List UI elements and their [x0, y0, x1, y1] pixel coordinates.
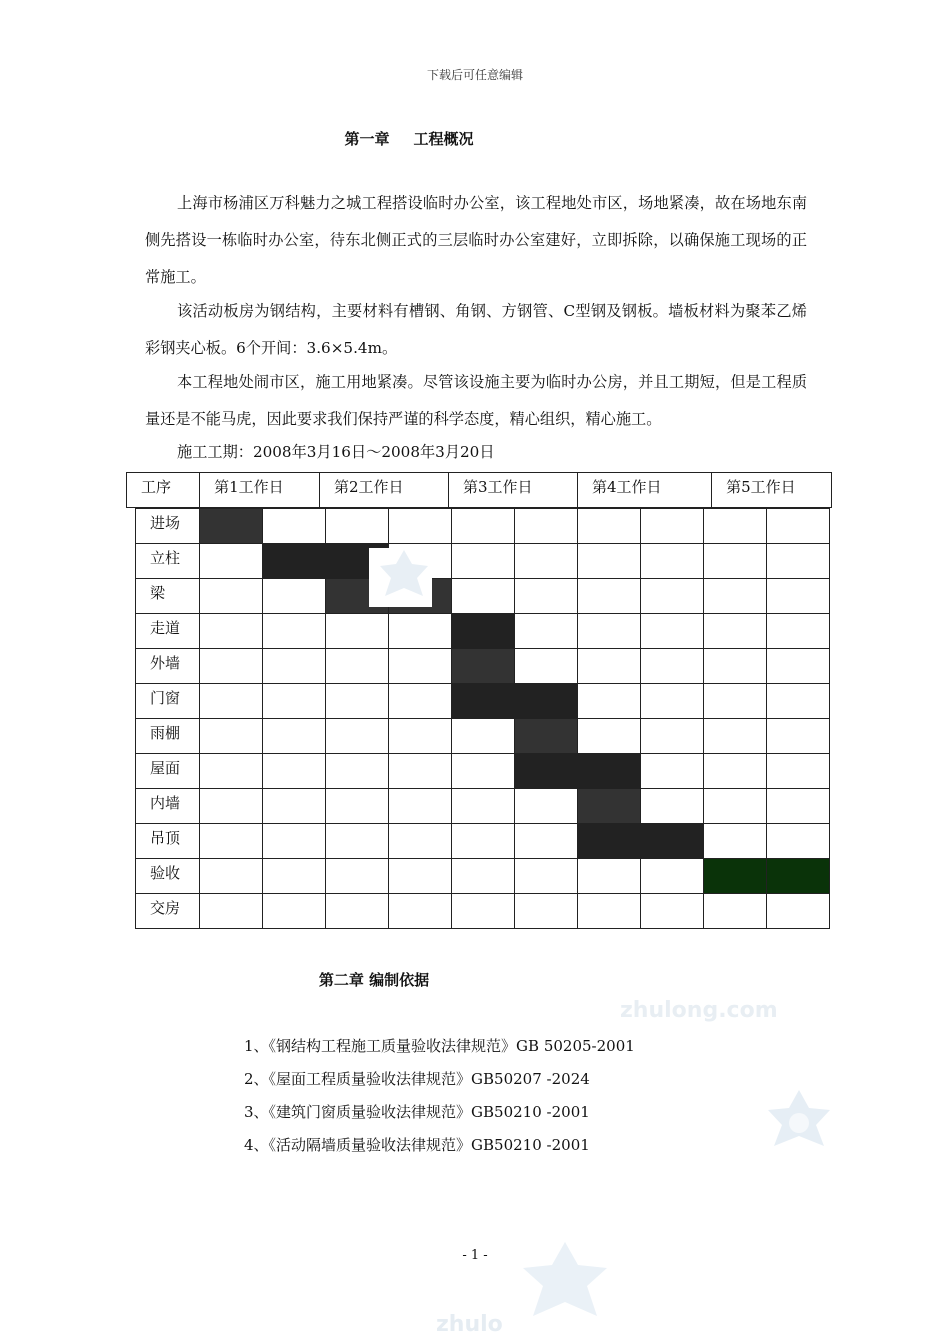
snowflake-watermark-icon	[515, 1240, 615, 1320]
schedule-row-label: 门窗	[136, 684, 200, 719]
schedule-cell	[452, 719, 515, 754]
schedule-bar	[515, 719, 578, 754]
chapter-1-number: 第一章	[344, 130, 390, 148]
reference-list	[244, 1030, 635, 1162]
schedule-cell	[452, 509, 515, 544]
schedule-cell	[641, 719, 704, 754]
schedule-row	[136, 719, 830, 754]
schedule-row	[136, 894, 830, 929]
schedule-cell	[704, 719, 767, 754]
chapter-2-title	[0, 969, 849, 990]
schedule-cell	[704, 509, 767, 544]
chapter-1-name: 工程概况	[413, 130, 474, 148]
paragraph-quality: 本工程地处闹市区，施工用地紧凑。尽管该设施主要为临时办公房，并且工期短，但是工程质量还是不能马虎，因此要求我们保持严谨的科学态度，精心组织，精心施工。	[145, 373, 807, 428]
schedule-cell	[767, 649, 830, 684]
schedule-cell	[578, 894, 641, 929]
schedule-cell	[326, 509, 389, 544]
schedule-cell	[389, 894, 452, 929]
schedule-row-label: 梁	[136, 579, 200, 614]
reference-item: 2、《屋面工程质量验收法律规范》GB50207 -2024	[244, 1070, 590, 1088]
schedule-cell	[515, 789, 578, 824]
schedule-cell	[704, 684, 767, 719]
schedule-cell	[704, 649, 767, 684]
schedule-cell	[704, 894, 767, 929]
schedule-cell	[704, 579, 767, 614]
schedule-cell	[452, 579, 515, 614]
schedule-cell	[641, 754, 704, 789]
schedule-cell	[326, 614, 389, 649]
schedule-grid	[135, 508, 830, 929]
schedule-bar	[578, 754, 641, 789]
schedule-cell	[389, 649, 452, 684]
schedule-cell	[200, 789, 263, 824]
schedule-cell	[263, 649, 326, 684]
schedule-cell	[767, 894, 830, 929]
schedule-cell	[200, 824, 263, 859]
schedule-cell	[389, 684, 452, 719]
schedule-bar	[578, 789, 641, 824]
schedule-cell	[578, 544, 641, 579]
schedule-cell	[326, 789, 389, 824]
schedule-cell	[263, 509, 326, 544]
schedule-cell	[578, 649, 641, 684]
snowflake-watermark-icon	[374, 546, 434, 606]
schedule-cell	[263, 719, 326, 754]
schedule-bar	[578, 824, 641, 859]
schedule-cell	[200, 859, 263, 894]
schedule-cell	[641, 789, 704, 824]
schedule-cell	[767, 544, 830, 579]
schedule-row-label: 走道	[136, 614, 200, 649]
schedule-cell	[641, 894, 704, 929]
schedule-cell	[452, 789, 515, 824]
chapter-1-title	[0, 128, 884, 149]
schedule-cell	[515, 509, 578, 544]
schedule-row	[136, 824, 830, 859]
schedule-cell	[263, 824, 326, 859]
watermark-text: zhulo	[436, 1312, 503, 1337]
schedule-row	[136, 649, 830, 684]
schedule-cell	[515, 579, 578, 614]
schedule-cell	[326, 894, 389, 929]
schedule-cell	[389, 859, 452, 894]
schedule-cell	[263, 859, 326, 894]
reference-item: 4、《活动隔墙质量验收法律规范》GB50210 -2001	[244, 1136, 590, 1154]
schedule-cell	[452, 824, 515, 859]
paragraph-structure: 该活动板房为钢结构，主要材料有槽钢、角钢、方钢管、C型钢及钢板。墙板材料为聚苯乙烯彩钢夹心板。6个开间：3.6×5.4m。	[145, 302, 807, 357]
schedule-cell	[200, 684, 263, 719]
schedule-cell	[200, 579, 263, 614]
schedule-cell	[389, 754, 452, 789]
chapter-2-name: 编制依据	[369, 971, 430, 989]
schedule-row	[136, 614, 830, 649]
schedule-cell	[263, 579, 326, 614]
schedule-cell	[263, 894, 326, 929]
header-cell-day3: 第3工作日	[449, 473, 578, 508]
schedule-cell	[578, 859, 641, 894]
schedule-row-label: 交房	[136, 894, 200, 929]
schedule-cell	[515, 614, 578, 649]
schedule-cell	[641, 509, 704, 544]
schedule-row-label: 雨棚	[136, 719, 200, 754]
schedule-row	[136, 684, 830, 719]
schedule-cell	[515, 824, 578, 859]
schedule-row-label: 屋面	[136, 754, 200, 789]
schedule-cell	[515, 649, 578, 684]
schedule-cell	[641, 614, 704, 649]
schedule-cell	[767, 789, 830, 824]
schedule-cell	[767, 754, 830, 789]
header-cell-day2: 第2工作日	[320, 473, 449, 508]
schedule-cell	[326, 684, 389, 719]
schedule-cell	[263, 789, 326, 824]
schedule-cell	[389, 614, 452, 649]
header-cell-process: 工序	[127, 473, 200, 508]
page-number: - 1 -	[462, 1248, 488, 1263]
schedule-cell	[767, 719, 830, 754]
schedule-cell	[200, 894, 263, 929]
schedule-bar	[452, 649, 515, 684]
schedule-cell	[578, 684, 641, 719]
schedule-cell	[200, 754, 263, 789]
header-cell-day1: 第1工作日	[200, 473, 320, 508]
schedule-bar	[263, 544, 326, 579]
header-note: 下载后可任意编辑	[426, 68, 523, 82]
schedule-bar	[452, 614, 515, 649]
schedule-row-label: 内墙	[136, 789, 200, 824]
schedule-cell	[515, 544, 578, 579]
schedule-bar	[200, 509, 263, 544]
schedule-cell	[200, 544, 263, 579]
watermark-text: zhulong.com	[620, 998, 778, 1023]
schedule-row	[136, 859, 830, 894]
header-cell-day5: 第5工作日	[712, 473, 832, 508]
schedule-cell	[641, 544, 704, 579]
schedule-cell	[326, 719, 389, 754]
schedule-bar	[767, 859, 830, 894]
schedule-cell	[452, 754, 515, 789]
paragraph-duration: 施工工期：2008年3月16日～2008年3月20日	[177, 443, 495, 461]
schedule-cell	[578, 579, 641, 614]
schedule-cell	[704, 614, 767, 649]
schedule-row-label: 立柱	[136, 544, 200, 579]
schedule-cell	[515, 894, 578, 929]
schedule-cell	[263, 684, 326, 719]
schedule-row-label: 外墙	[136, 649, 200, 684]
schedule-cell	[578, 614, 641, 649]
schedule-bar	[641, 824, 704, 859]
schedule-cell	[263, 754, 326, 789]
schedule-cell	[767, 614, 830, 649]
schedule-row	[136, 544, 830, 579]
schedule-cell	[578, 719, 641, 754]
schedule-row-label: 进场	[136, 509, 200, 544]
schedule-cell	[452, 859, 515, 894]
schedule-header	[126, 472, 832, 508]
schedule-cell	[704, 544, 767, 579]
schedule-row-label: 吊顶	[136, 824, 200, 859]
schedule-cell	[452, 894, 515, 929]
schedule-cell	[326, 754, 389, 789]
schedule-cell	[641, 859, 704, 894]
schedule-cell	[767, 684, 830, 719]
schedule-bar	[515, 684, 578, 719]
schedule-cell	[263, 614, 326, 649]
schedule-cell	[641, 649, 704, 684]
schedule-cell	[452, 544, 515, 579]
schedule-cell	[326, 824, 389, 859]
schedule-cell	[200, 649, 263, 684]
schedule-cell	[704, 824, 767, 859]
paragraph-overview: 上海市杨浦区万科魅力之城工程搭设临时办公室，该工程地处市区，场地紧凑，故在场地东南侧先搭设一栋临时办公室，待东北侧正式的三层临时办公室建好，立即拆除，以确保施工现场的正常施工。	[145, 194, 807, 286]
reference-item: 3、《建筑门窗质量验收法律规范》GB50210 -2001	[244, 1103, 590, 1121]
schedule-cell	[767, 509, 830, 544]
schedule-cell	[578, 509, 641, 544]
snowflake-watermark-icon	[764, 1088, 834, 1158]
schedule-cell	[641, 684, 704, 719]
schedule-row	[136, 509, 830, 544]
chapter-2-number: 第二章	[318, 971, 364, 989]
header-cell-day4: 第4工作日	[578, 473, 712, 508]
reference-item: 1、《钢结构工程施工质量验收法律规范》GB 50205-2001	[244, 1037, 635, 1055]
schedule-cell	[641, 579, 704, 614]
schedule-cell	[200, 614, 263, 649]
schedule-bar	[515, 754, 578, 789]
schedule-cell	[767, 824, 830, 859]
schedule-row	[136, 579, 830, 614]
schedule-cell	[389, 719, 452, 754]
schedule-row	[136, 754, 830, 789]
schedule-cell	[326, 859, 389, 894]
schedule-cell	[200, 719, 263, 754]
schedule-bar	[704, 859, 767, 894]
schedule-cell	[704, 789, 767, 824]
schedule-cell	[515, 859, 578, 894]
schedule-row-label: 验收	[136, 859, 200, 894]
schedule-cell	[389, 824, 452, 859]
schedule-row	[136, 789, 830, 824]
schedule-cell	[326, 649, 389, 684]
schedule-cell	[767, 579, 830, 614]
schedule-cell	[704, 754, 767, 789]
schedule-bar	[452, 684, 515, 719]
schedule-cell	[389, 509, 452, 544]
schedule-cell	[389, 789, 452, 824]
